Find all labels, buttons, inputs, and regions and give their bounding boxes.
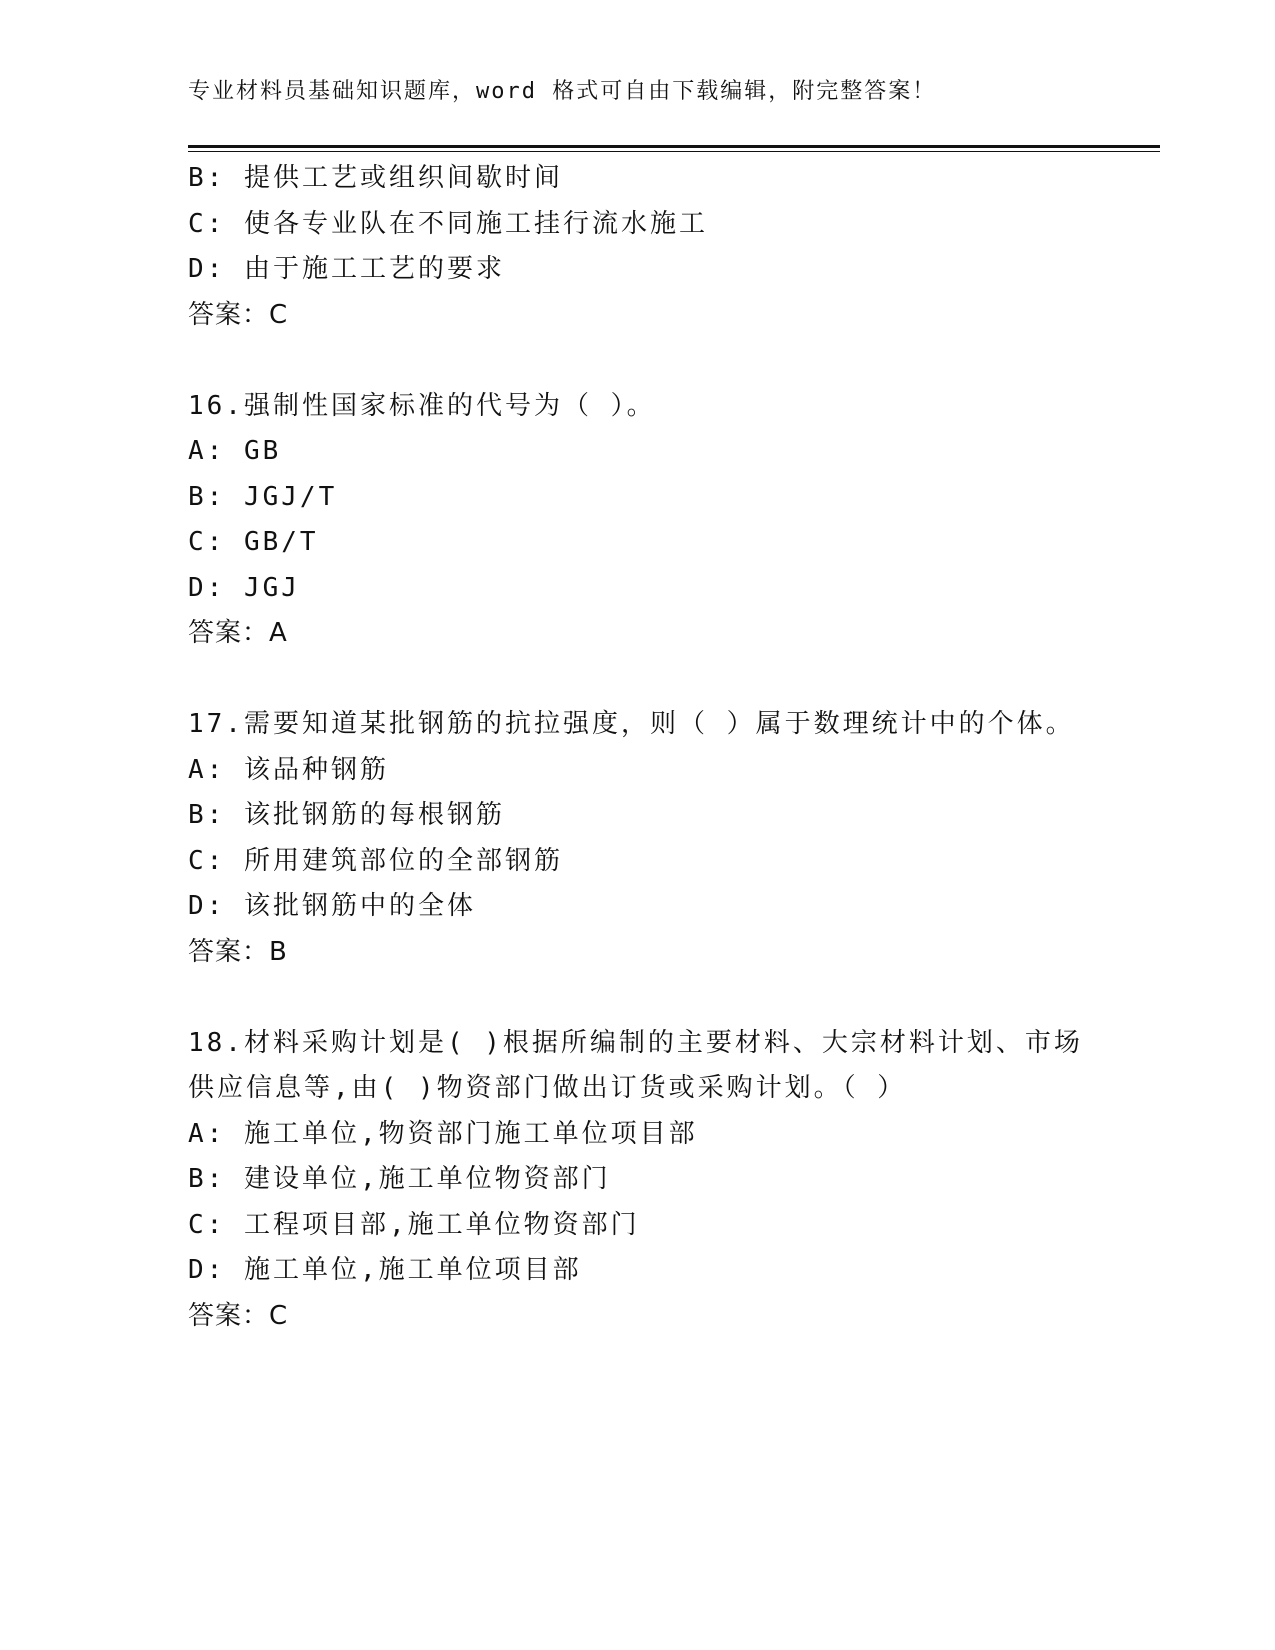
question-stem-continued: 供应信息等,由( )物资部门做出订货或采购计划。（ ） <box>188 1073 907 1103</box>
option-line: D: 该批钢筋中的全体 <box>188 891 476 921</box>
option-line: B: 提供工艺或组织间歇时间 <box>188 163 563 193</box>
spacer <box>188 975 1088 1021</box>
spacer <box>188 338 1088 384</box>
spacer <box>188 657 1088 703</box>
option-line: B: JGJ/T <box>188 481 338 512</box>
option-line: D: 施工单位,施工单位项目部 <box>188 1255 582 1285</box>
option-line: C: GB/T <box>188 527 319 557</box>
answer-line: 答案：B <box>188 936 288 967</box>
question-stem: 18.材料采购计划是( )根据所编制的主要材料、大宗材料计划、市场 <box>188 1027 1083 1058</box>
question-content <box>188 156 1088 1339</box>
option-line: B: 建设单位,施工单位物资部门 <box>188 1164 611 1194</box>
option-line: A: GB <box>188 436 282 466</box>
option-line: D: 由于施工工艺的要求 <box>188 254 505 284</box>
option-line: D: JGJ <box>188 572 300 603</box>
question-stem: 16.强制性国家标准的代号为（ ）。 <box>188 390 656 421</box>
page-header: 专业材料员基础知识题库，word 格式可自由下载编辑，附完整答案！ <box>188 79 937 104</box>
answer-line: 答案：C <box>188 1300 289 1331</box>
option-line: A: 该品种钢筋 <box>188 754 389 785</box>
question-stem: 17.需要知道某批钢筋的抗拉强度，则（ ）属于数理统计中的个体。 <box>188 709 1075 739</box>
option-line: C: 工程项目部,施工单位物资部门 <box>188 1209 640 1240</box>
header-rule-thick <box>188 145 1160 148</box>
option-line: C: 使各专业队在不同施工挂行流水施工 <box>188 208 708 239</box>
option-line: B: 该批钢筋的每根钢筋 <box>188 800 505 830</box>
header-rule-thin <box>188 151 1160 152</box>
answer-line: 答案：A <box>188 618 288 648</box>
option-line: C: 所用建筑部位的全部钢筋 <box>188 845 563 876</box>
option-line: A: 施工单位,物资部门施工单位项目部 <box>188 1118 698 1149</box>
answer-line: 答案：C <box>188 299 289 330</box>
